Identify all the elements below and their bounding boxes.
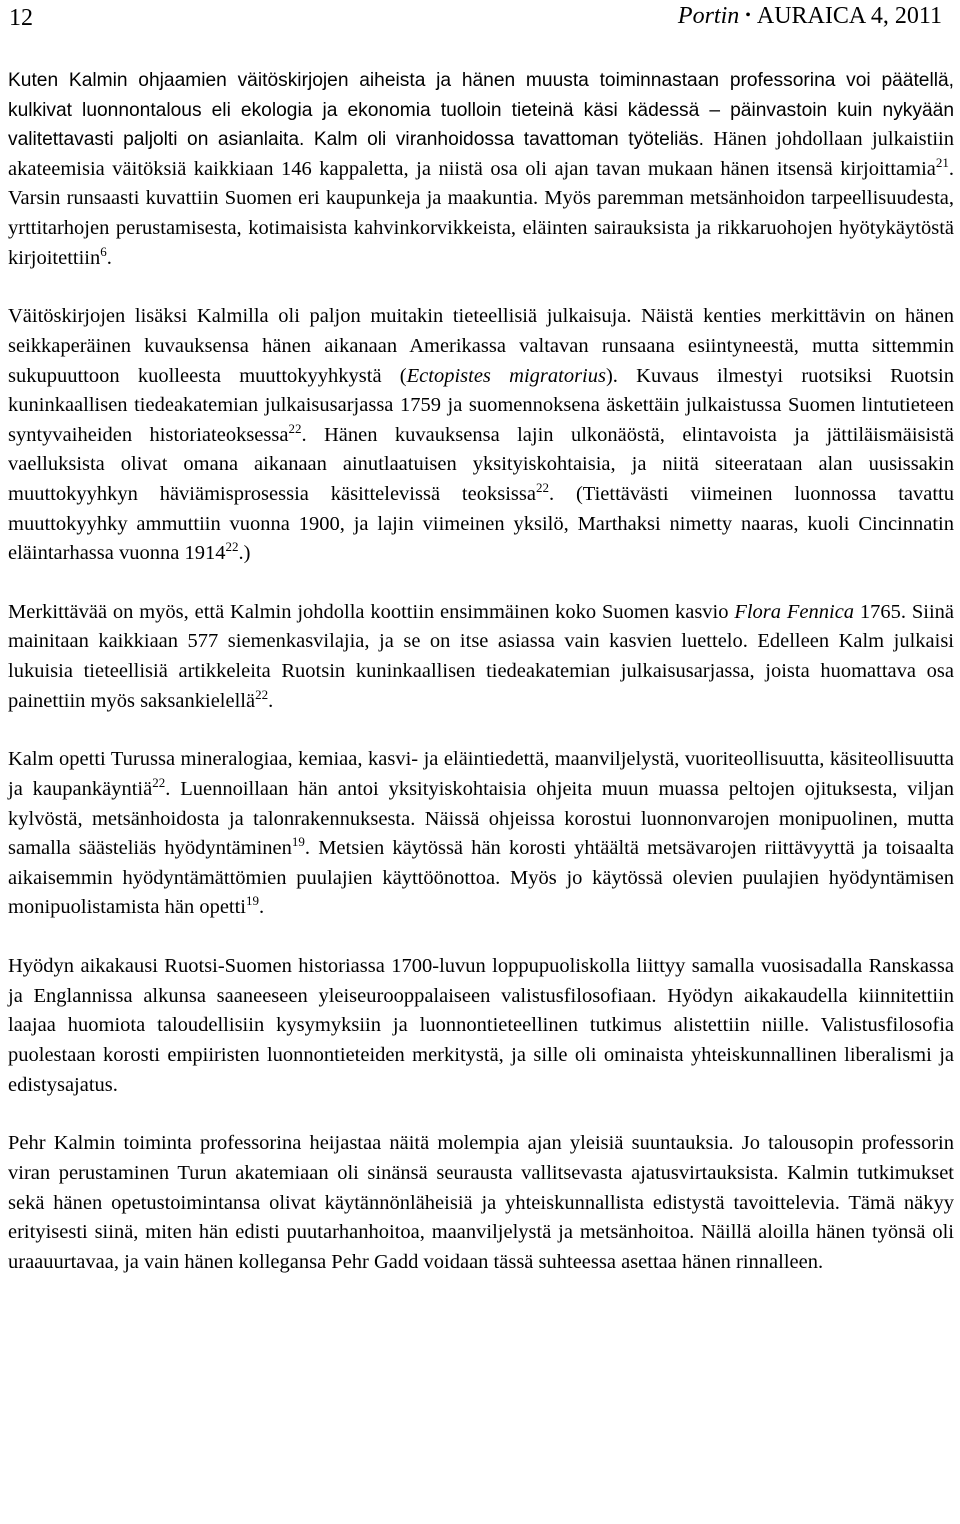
paragraph-3	[8, 598, 954, 716]
book-title: Flora Fennica	[734, 600, 855, 623]
paragraph-1-text-cont: . Varsin runsaasti kuvattiin Suomen eri kaupunkeja ja maakuntia. Myös paremman metsänhoidon tarpeellisuudesta, yrttitarhojen perustamisesta, kotimaisista kahvinkorvikkeista, eläinten sairauksista ja rikkaruohojen hyötykäytöstä kirjoitettiin	[8, 157, 954, 269]
paragraph-5: Hyödyn aikakausi Ruotsi-Suomen historiassa 1700-luvun loppupuoliskolla liittyy samalla vuosisadalla Ranskassa ja Englannissa alkunsa saaneeseen yleiseurooppalaiseen valistusfilosofiaan. Hyödyn aikakaudella kiinnitettiin laajaa huomiota taloudellisiin kysymyksiin ja luonnontieteellinen tutkimus alistettiin niille. Valistusfilosofia puolestaan korosti empiiristen luonnontieteiden merkitystä, ja sille oli ominaista yhteiskunnallinen liberalismi ja edistysajatus.	[8, 955, 954, 1096]
reference-marker: 22	[225, 539, 239, 555]
paragraph-3-text-cont: 1765. Siinä mainitaan kaikkiaan 577 siemenkasvilajia, ja se on itse asiassa vain kasvien luettelo. Edelleen Kalm julkaisi lukuisia tieteellisiä artikkeleita Ruotsin kuninkaallisen tiedeakatemian julkaisusarjassa, joista huomattava osa painettiin myös saksankielellä	[8, 600, 954, 712]
paragraph-6: Pehr Kalmin toiminta professorina heijastaa näitä molempia ajan yleisiä suuntauksia. Jo talousopin professorin viran perustaminen Turun akatemiaan oli sinänsä seurausta vallitsevasta ajatusvirtauksista. Kalmin tutkimukset sekä hänen opetustoimintansa olivat käytännönläheisiä ja yhteiskunnallista edistystä tavoittelevia. Tämä näkyy erityisesti siinä, miten hän edisti puutarhanhoitoa, maanviljelystä ja metsänhoitoa. Näillä aloilla hänen työnsä oli uraauurtavaa, ja vain hänen kollegansa Pehr Gadd voidaan tässä suhteessa asettaa hänen rinnalleen.	[8, 1132, 954, 1273]
paragraph-1	[8, 66, 954, 273]
reference-marker: 6	[100, 243, 107, 259]
running-head	[678, 3, 942, 30]
author-name: Portin	[677, 3, 740, 29]
reference-marker: 22	[288, 420, 302, 436]
bullet-separator: •	[745, 7, 751, 24]
reference-marker: 21	[935, 154, 949, 170]
paragraph-2-text-cont3: . (Tiettävästi viimeinen luonnossa tavattu muuttokyyhky ammuttiin vuonna 1900, ja lajin viimeinen yksilö, Marthaksi nimetty naaras, kuoli Cincinnatin eläintarhassa vuonna 1914	[8, 482, 954, 565]
article-body	[8, 66, 954, 1307]
paragraph-3-text: Merkittävää on myös, että Kalmin johdolla koottiin ensimmäinen koko Suomen kasvio	[8, 600, 735, 623]
paragraph-4-text: Kalm opetti Turussa mineralogiaa, kemiaa, kasvi- ja eläintiedettä, maanviljelystä, vuoriteollisuutta, käsiteollisuutta ja kaupankäyntiä	[8, 748, 954, 801]
reference-marker: 22	[535, 479, 549, 495]
reference-marker: 22	[152, 775, 166, 791]
paragraph-2-text-cont2: . Hänen kuvauksensa lajin ulkonäöstä, elintavoista ja jättiläismäisistä vaelluksista olivat omana aikanaan ainutlaatuisen yksityiskohtaisia, ja niitä siteerataan alan uusissakin muuttokyyhkyn häviämisprosessia käsittelevissä teoksissa	[8, 423, 954, 505]
journal-name: AURAICA 4, 2011	[756, 3, 942, 29]
paragraph-2-text: Väitöskirjojen lisäksi Kalmilla oli paljon muitakin tieteellisiä julkaisuja. Näistä kenties merkittävin on hänen seikkaperäinen kuvauksensa hänen aikanaan Amerikassa valtavan runsaana esiintyneestä, mutta sittemmin sukupuuttoon kuolleesta muuttokyyhkystä (	[8, 305, 954, 387]
paragraph-2-text-cont: ). Kuvaus ilmestyi ruotsiksi Ruotsin kuninkaallisen tiedeakatemian julkaisusarjassa 1759 ja suomennoksena äskettäin julkaistussa Suomen lintutieteen syntyvaiheiden historiateoksessa	[8, 364, 954, 446]
reference-marker: 19	[246, 893, 260, 909]
paragraph-4-end: .	[259, 896, 265, 919]
paragraph-3-end: .	[268, 689, 274, 712]
reference-marker: 19	[291, 834, 305, 850]
paragraph-4	[8, 745, 954, 923]
reference-marker: 22	[255, 686, 269, 702]
page-number: 12	[9, 5, 33, 31]
species-name: Ectopistes migratorius	[406, 364, 606, 387]
paragraph-2-end: .)	[238, 542, 251, 565]
paragraph-1-sans-text: Kuten Kalmin ohjaamien väitöskirjojen aiheista ja hänen muusta toiminnastaan professorina voi päätellä, kulkivat luonnontalous eli ekologia ja ekonomia tuolloin tieteinä käsi kädessä – päinvastoin kuin nykyään valitettavasti paljolti on asianlaita. Kalm oli viranhoidossa tavattoman työteliäs.	[8, 70, 954, 151]
paragraph-1-text: Hänen johdollaan julkaistiin akateemisia väitöksiä kaikkiaan 146 kappaletta, ja niistä osa oli ajan tavan mukaan hänen itsensä kirjoittamia	[8, 128, 954, 180]
page-header	[0, 0, 960, 40]
paragraph-4-text-cont: . Luennoillaan hän antoi yksityiskohtaisia ohjeita muun muassa peltojen ojituksesta, viljan kylvöstä, metsänhoidosta ja talonrakennuksesta. Näissä ohjeissa korostui luonnonvarojen monipuolinen, mutta samalla säästeliäs hyödyntäminen	[8, 778, 954, 860]
paragraph-4-text-cont2: . Metsien käytössä hän korosti yhtäältä metsävarojen riittävyyttä ja toisaalta aikaisemmin hyödyntämättömien puulajien käyttöönottoa. Myös jo käytössä olevien puulajien hyödyntämisen monipuolistamista hän opetti	[8, 837, 954, 919]
paragraph-1-end: .	[106, 246, 112, 269]
paragraph-2	[8, 302, 954, 568]
